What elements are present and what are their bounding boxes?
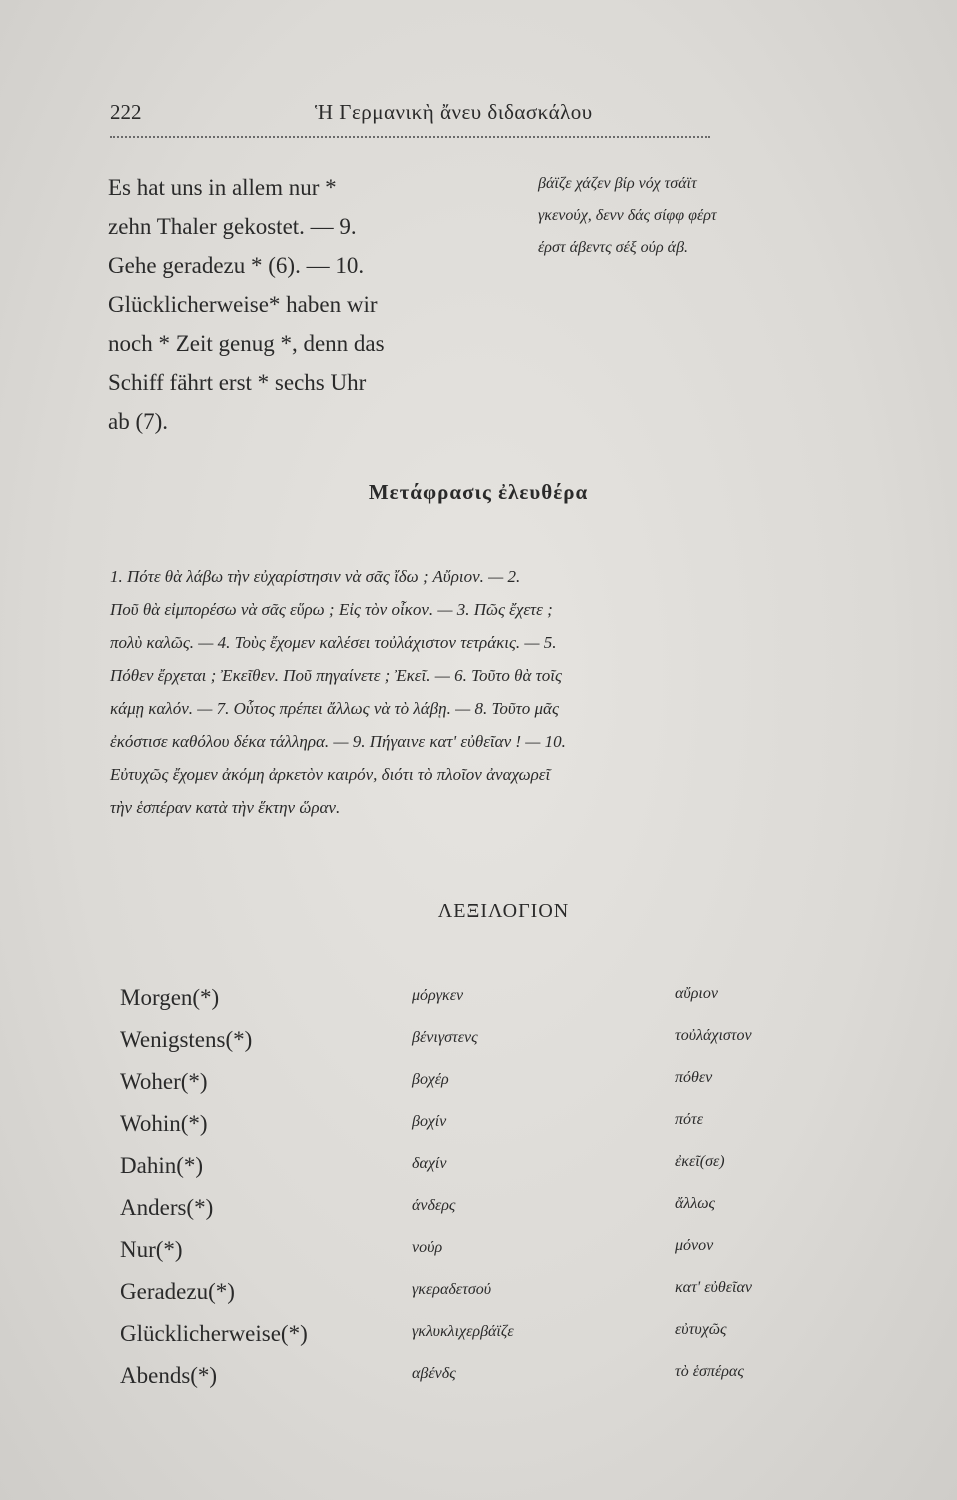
translation-line: πολὺ καλῶς. — 4. Τοὺς ἔχομεν καλέσει τοὐλάχιστον τετράκις. — 5.	[110, 633, 557, 652]
vocabulary-row	[120, 1069, 840, 1111]
vocab-german: Nur(*)	[120, 1237, 183, 1262]
translation-line: 1. Πότε θὰ λάβω τὴν εὐχαρίστησιν νὰ σᾶς ἴδω ; Αὔριον. — 2.	[110, 567, 521, 586]
page-number: 222	[110, 100, 142, 124]
vocab-pronunciation: δαχίν	[412, 1155, 447, 1172]
vocab-greek: μόνον	[675, 1237, 714, 1254]
german-line: Es hat uns in allem nur *	[108, 175, 337, 200]
vocab-pronunciation: γκεραδετσού	[412, 1281, 492, 1298]
vocab-german: Morgen(*)	[120, 985, 220, 1010]
pronunciation-line: βάϊζε χάζεν βίρ νόχ τσάϊτ	[538, 175, 697, 192]
pronunciation-line: γκενούχ, δενν δάς σίφφ φέρτ	[538, 207, 717, 224]
vocabulary-row	[120, 985, 840, 1027]
vocab-pronunciation: βοχίν	[412, 1113, 447, 1130]
vocabulary-row	[120, 1111, 840, 1153]
running-title: Ἡ Γερμανικὴ ἄνευ διδασκάλου	[315, 100, 593, 124]
german-line: Glücklicherweise* haben wir	[108, 292, 378, 317]
vocabulary-row	[120, 1153, 840, 1195]
vocab-pronunciation: άνδερς	[412, 1197, 456, 1214]
german-line: Schiff fährt erst * sechs Uhr	[108, 370, 367, 395]
vocab-pronunciation: γκλυκλιχερβάϊζε	[412, 1323, 514, 1340]
german-line: zehn Thaler gekostet. — 9.	[108, 214, 357, 239]
vocab-greek: τοὐλάχιστον	[675, 1027, 752, 1044]
vocabulary-list	[120, 985, 840, 1405]
vocab-greek: ἄλλως	[675, 1195, 716, 1212]
page-header	[110, 100, 710, 140]
vocab-pronunciation: αβένδς	[412, 1365, 456, 1382]
translation-line: ἐκόστισε καθόλου δέκα τάλληρα. — 9. Πήγαινε κατ' εὐθεῖαν ! — 10.	[110, 732, 566, 751]
free-translation-block	[110, 560, 910, 824]
german-line: Gehe geradezu * (6). — 10.	[108, 253, 365, 278]
vocab-german: Wohin(*)	[120, 1111, 208, 1136]
vocab-german: Woher(*)	[120, 1069, 208, 1094]
vocabulary-row	[120, 1363, 840, 1405]
vocabulary-title: ΛΕΞΙΛΟΓΙΟΝ	[437, 900, 570, 922]
translation-line: τὴν ἑσπέραν κατὰ τὴν ἕκτην ὥραν.	[110, 798, 341, 817]
vocab-pronunciation: βοχέρ	[412, 1071, 449, 1088]
section-title: Μετάφρασις ἐλευθέρα	[368, 480, 589, 504]
vocab-german: Abends(*)	[120, 1363, 218, 1388]
german-text-block	[108, 168, 528, 441]
translation-line: Πόθεν ἔρχεται ; Ἐκεῖθεν. Ποῦ πηγαίνετε ; Ἐκεῖ. — 6. Τοῦτο θὰ τοῖς	[110, 666, 562, 685]
pronunciation-block	[538, 168, 938, 264]
vocab-greek: ἐκεῖ(σε)	[675, 1153, 725, 1170]
header-rule	[110, 132, 710, 138]
vocabulary-row	[120, 1237, 840, 1279]
translation-line: Εὐτυχῶς ἔχομεν ἀκόμη ἀρκετὸν καιρόν, διότι τὸ πλοῖον ἀναχωρεῖ	[110, 765, 551, 784]
vocab-german: Wenigstens(*)	[120, 1027, 253, 1052]
vocab-greek: εὐτυχῶς	[675, 1321, 727, 1338]
vocabulary-row	[120, 1195, 840, 1237]
vocab-greek: πόθεν	[675, 1069, 713, 1086]
vocab-german: Geradezu(*)	[120, 1279, 235, 1304]
vocab-pronunciation: βένιγστενς	[412, 1029, 478, 1046]
pronunciation-line: έρστ άβεντς σέξ ούρ άβ.	[538, 239, 689, 256]
translation-line: Ποῦ θὰ εἰμπορέσω νὰ σᾶς εὕρω ; Εἰς τὸν οἶκον. — 3. Πῶς ἔχετε ;	[110, 600, 553, 619]
vocabulary-row	[120, 1279, 840, 1321]
german-line: ab (7).	[108, 409, 169, 434]
vocab-greek: πότε	[675, 1111, 704, 1128]
vocabulary-row	[120, 1027, 840, 1069]
vocab-pronunciation: νούρ	[412, 1239, 443, 1256]
vocab-german: Dahin(*)	[120, 1153, 204, 1178]
vocab-greek: τὸ ἑσπέρας	[675, 1363, 744, 1380]
german-line: noch * Zeit genug *, denn das	[108, 331, 385, 356]
vocab-greek: αὔριον	[675, 985, 718, 1002]
vocab-german: Glücklicherweise(*)	[120, 1321, 308, 1346]
vocab-pronunciation: μόργκεν	[412, 987, 464, 1004]
vocab-german: Anders(*)	[120, 1195, 214, 1220]
translation-line: κάμῃ καλόν. — 7. Οὗτος πρέπει ἄλλως νὰ τὸ λάβῃ. — 8. Τοῦτο μᾶς	[110, 699, 559, 718]
vocab-greek: κατ' εὐθεῖαν	[675, 1279, 752, 1296]
vocabulary-row	[120, 1321, 840, 1363]
